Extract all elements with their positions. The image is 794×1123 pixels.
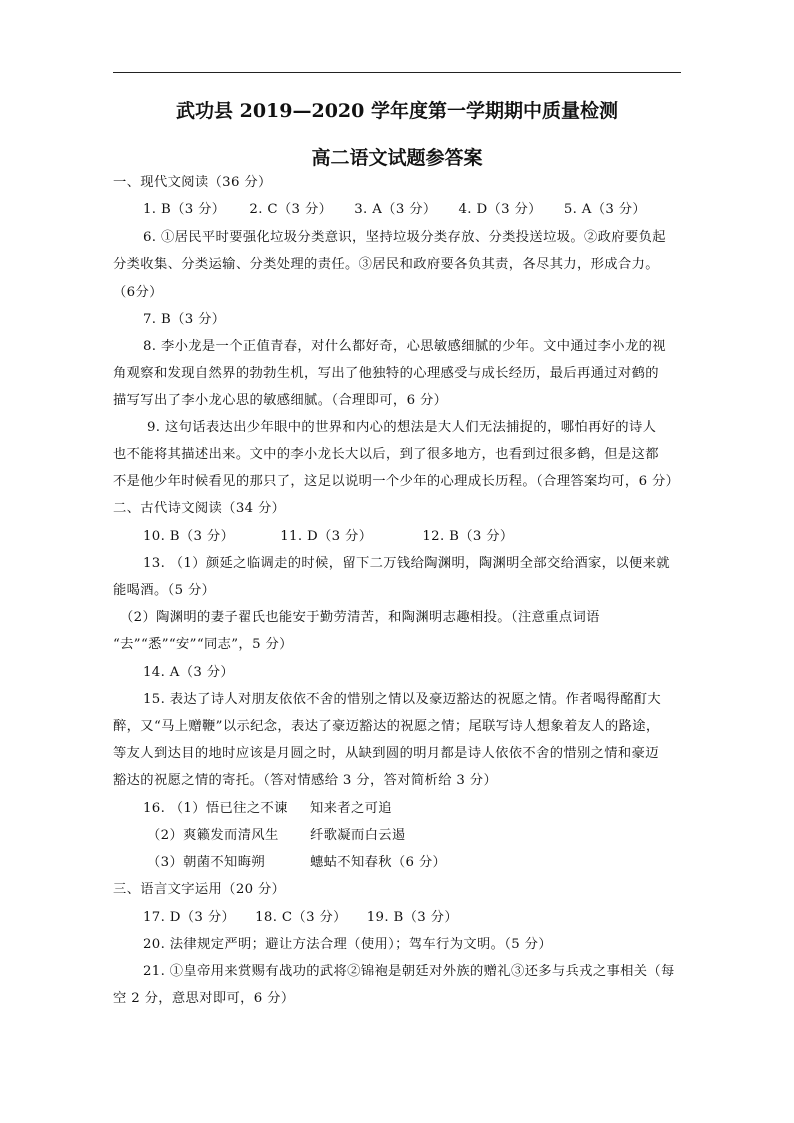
answer-q7: 7. B（3 分） xyxy=(143,312,226,327)
answer-q16-item1b: 知来者之可追 xyxy=(310,801,392,816)
answer-q16-item1a: 16. （1）悟已往之不谏 xyxy=(143,801,288,816)
answer-q10: 10. B（3 分） xyxy=(143,529,235,544)
answer-q4: 4. D（3 分） xyxy=(458,202,542,217)
answer-q6-line3: （6分） xyxy=(113,285,163,300)
answer-line xyxy=(143,909,458,927)
header-rule xyxy=(113,72,681,73)
answer-q3: 3. A（3 分） xyxy=(354,202,437,217)
section-heading: 二、古代诗文阅读（34 分） xyxy=(113,501,286,516)
answer-q5: 5. A（3 分） xyxy=(563,202,647,217)
answer-q21-line2: 空 2 分，意思对即可，6 分） xyxy=(113,991,295,1006)
answer-q15-line3: 等友人到达目的地时应该是月圆之时，从缺到圆的明月都是诗人依依不舍的惜别之情和豪迈 xyxy=(113,746,659,761)
answer-q9-line1: 9. 这句话表达出少年眼中的世界和内心的想法是大人们无法捕捉的，哪怕再好的诗人 xyxy=(147,420,657,435)
answer-q6-line1: 6. ①居民平时要强化垃圾分类意识，坚持垃圾分类存放、分类投送垃圾。②政府要负起 xyxy=(143,230,666,245)
answer-q16-item2b: 纤歌凝而白云遏 xyxy=(310,828,406,843)
section-heading: 一、现代文阅读（36 分） xyxy=(113,175,272,190)
answer-q13-line2: 能喝酒。（5 分） xyxy=(113,583,216,598)
answer-q8-line1: 8. 李小龙是一个正值青春，对什么都好奇，心思敏感细腻的少年。文中通过李小龙的视 xyxy=(143,339,666,354)
answer-q21-line1: 21. ①皇帝用来赏赐有战功的武将②锦袍是朝廷对外族的赠礼③还多与兵戎之事相关（每 xyxy=(143,964,675,979)
answer-q18: 18. C（3 分） xyxy=(255,910,347,925)
answer-line xyxy=(143,528,514,546)
answer-q20: 20. 法律规定严明；避让方法合理（使用）；驾车行为文明。（5 分） xyxy=(143,937,552,952)
answer-q16-item3a: （3）朝菌不知晦朔 xyxy=(147,855,265,870)
document-subtitle: 高二语文试题参答案 xyxy=(311,147,483,169)
answer-q6-line2: 分类收集、分类运输、分类处理的责任。③居民和政府要各负其责，各尽其力，形成合力。 xyxy=(113,257,659,272)
answer-q13-line3: （2）陶渊明的妻子翟氏也能安于勤劳清苦，和陶渊明志趣相投。（注意重点词语 xyxy=(120,610,600,625)
document-title: 武功县 2019—2020 学年度第一学期期中质量检测 xyxy=(176,100,618,122)
answer-q16-item2a: （2）爽籁发而清风生 xyxy=(147,828,279,843)
answer-q13-line4: “去”“悉”“安”“同志”，5 分） xyxy=(113,637,293,652)
answer-q15-line1: 15. 表达了诗人对朋友依依不舍的惜别之情以及豪迈豁达的祝愿之情。作者喝得酩酊大 xyxy=(143,692,662,707)
answer-q2: 2. C（3 分） xyxy=(249,202,333,217)
answer-q17: 17. D（3 分） xyxy=(143,910,236,925)
answer-q12: 12. B（3 分） xyxy=(422,529,514,544)
answer-q15-line2: 醉，又“马上赠鞭”以示纪念，表达了豪迈豁达的祝愿之情；尾联写诗人想象着友人的路途， xyxy=(113,719,660,734)
answer-q11: 11. D（3 分） xyxy=(280,529,373,544)
answer-q1: 1. B（3 分） xyxy=(143,202,226,217)
answer-q16-item3b: 蟪蛄不知春秋（6 分） xyxy=(310,855,447,870)
answer-q14: 14. A（3 分） xyxy=(143,665,235,680)
answer-line xyxy=(143,201,646,219)
answer-q13-line1: 13. （1）颜延之临调走的时候，留下二万钱给陶渊明，陶渊明全部交给酒家，以便来就 xyxy=(143,556,670,571)
answer-q8-line2: 角观察和发现自然界的勃勃生机，写出了他独特的心理感受与成长经历，最后再通过对鹤的 xyxy=(113,366,659,381)
section-heading: 三、语言文字运用（20 分） xyxy=(113,882,286,897)
answer-q8-line3: 描写写出了李小龙心思的敏感细腻。（合理即可，6 分） xyxy=(113,393,448,408)
answer-q15-line4: 豁达的祝愿之情的寄托。（答对情感给 3 分，答对简析给 3 分） xyxy=(113,773,498,788)
answer-q9-line3: 不是他少年时候看见的那只了，这足以说明一个少年的心理成长历程。（合理答案均可，6 分） xyxy=(113,474,680,489)
answer-q19: 19. B（3 分） xyxy=(366,910,458,925)
answer-q9-line2: 也不能将其描述出来。文中的李小龙长大以后，到了很多地方，也看到过很多鹤，但是这都 xyxy=(113,447,659,462)
